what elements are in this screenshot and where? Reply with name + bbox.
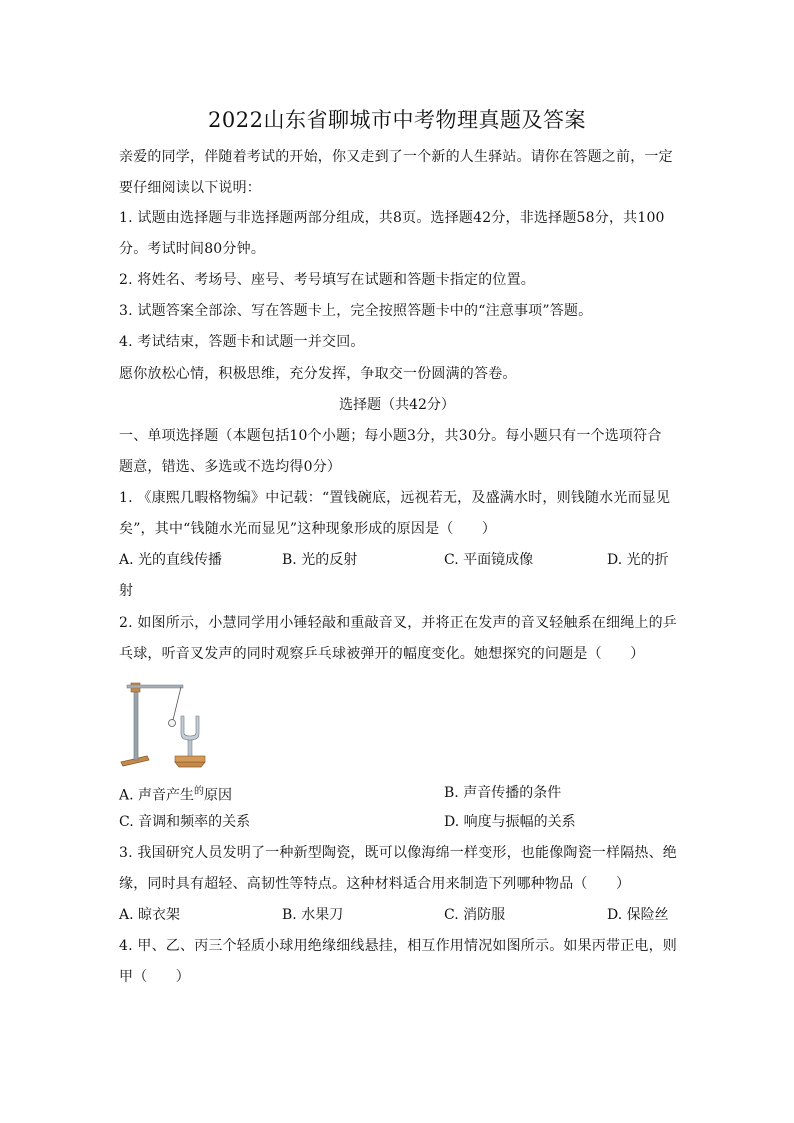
wish-text: 愿你放松心情，积极思维，充分发挥，争取交一份圆满的答卷。	[119, 366, 517, 382]
question-1-option-b: B. 光的反射	[282, 552, 358, 568]
rule-1-line-1: 1. 试题由选择题与非选择题两部分组成，共8页。选择题42分，非选择题58分，共100	[119, 210, 665, 226]
question-3-option-c: C. 消防服	[444, 907, 506, 923]
question-1-option-d: D. 光的折	[607, 552, 669, 568]
question-1-option-a: A. 光的直线传播	[119, 552, 223, 568]
question-2-option-a-sup: 的	[194, 786, 205, 797]
section-header: 选择题（共42分）	[339, 397, 455, 413]
page-title: 2022山东省聊城市中考物理真题及答案	[208, 108, 586, 132]
question-1-line-2: 矣”，其中“钱随水光而显见”这种现象形成的原因是（ ）	[119, 521, 497, 537]
tuning-fork-figure	[119, 676, 221, 768]
question-1-line-1: 1. 《康熙几暇格物编》中记载：“置钱碗底，远视若无，及盛满水时，则钱随水光而显见	[119, 490, 671, 506]
question-2-option-a-prefix: A. 声音产生	[119, 787, 195, 804]
question-2-option-c: C. 音调和频率的关系	[119, 814, 251, 830]
question-1-option-c: C. 平面镜成像	[444, 552, 534, 568]
question-1-option-d-continued: 射	[119, 583, 134, 599]
rule-4: 4. 考试结束，答题卡和试题一并交回。	[119, 334, 365, 350]
part-1-instructions-1: 一、单项选择题（本题包括10个小题；每小题3分，共30分。每小题只有一个选项符合	[119, 428, 662, 444]
question-3-option-b: B. 水果刀	[282, 907, 344, 923]
question-4-line-1: 4. 甲、乙、丙三个轻质小球用绝缘细线悬挂，相互作用情况如图所示。如果丙带正电，则	[119, 938, 678, 954]
question-2-option-b: B. 声音传播的条件	[444, 785, 562, 801]
intro-line-1: 亲爱的同学，伴随着考试的开始，你又走到了一个新的人生驿站。请你在答题之前，一定	[119, 149, 673, 165]
question-2-option-a	[119, 782, 232, 805]
question-3-line-1: 3. 我国研究人员发明了一种新型陶瓷，既可以像海绵一样变形，也能像陶瓷一样隔热、绝	[119, 845, 678, 861]
rule-3: 3. 试题答案全部涂、写在答题卡上，完全按照答题卡中的“注意事项”答题。	[119, 303, 593, 319]
question-2-line-1: 2. 如图所示，小慧同学用小锤轻敲和重敲音叉，并将正在发声的音叉轻触系在细绳上的乒	[119, 615, 678, 631]
question-2-line-2: 乓球，听音叉发声的同时观察乒乓球被弹开的幅度变化。她想探究的问题是（ ）	[119, 646, 645, 662]
question-4-line-2: 甲（ ）	[119, 969, 190, 985]
rule-1-line-2: 分。考试时间80分钟。	[119, 241, 266, 257]
question-2-option-d: D. 响度与振幅的关系	[444, 814, 576, 830]
question-3-option-a: A. 晾衣架	[119, 907, 181, 923]
question-3-line-2: 缘，同时具有超轻、高韧性等特点。这种材料适合用来制造下列哪种物品（ ）	[119, 876, 631, 892]
question-2-option-a-suffix: 原因	[204, 787, 233, 804]
intro-line-2: 要仔细阅读以下说明：	[119, 180, 261, 196]
question-3-option-d: D. 保险丝	[607, 907, 669, 923]
rule-2: 2. 将姓名、考场号、座号、考号填写在试题和答题卡指定的位置。	[119, 272, 536, 288]
part-1-instructions-2: 题意，错选、多选或不选均得0分）	[119, 459, 342, 475]
